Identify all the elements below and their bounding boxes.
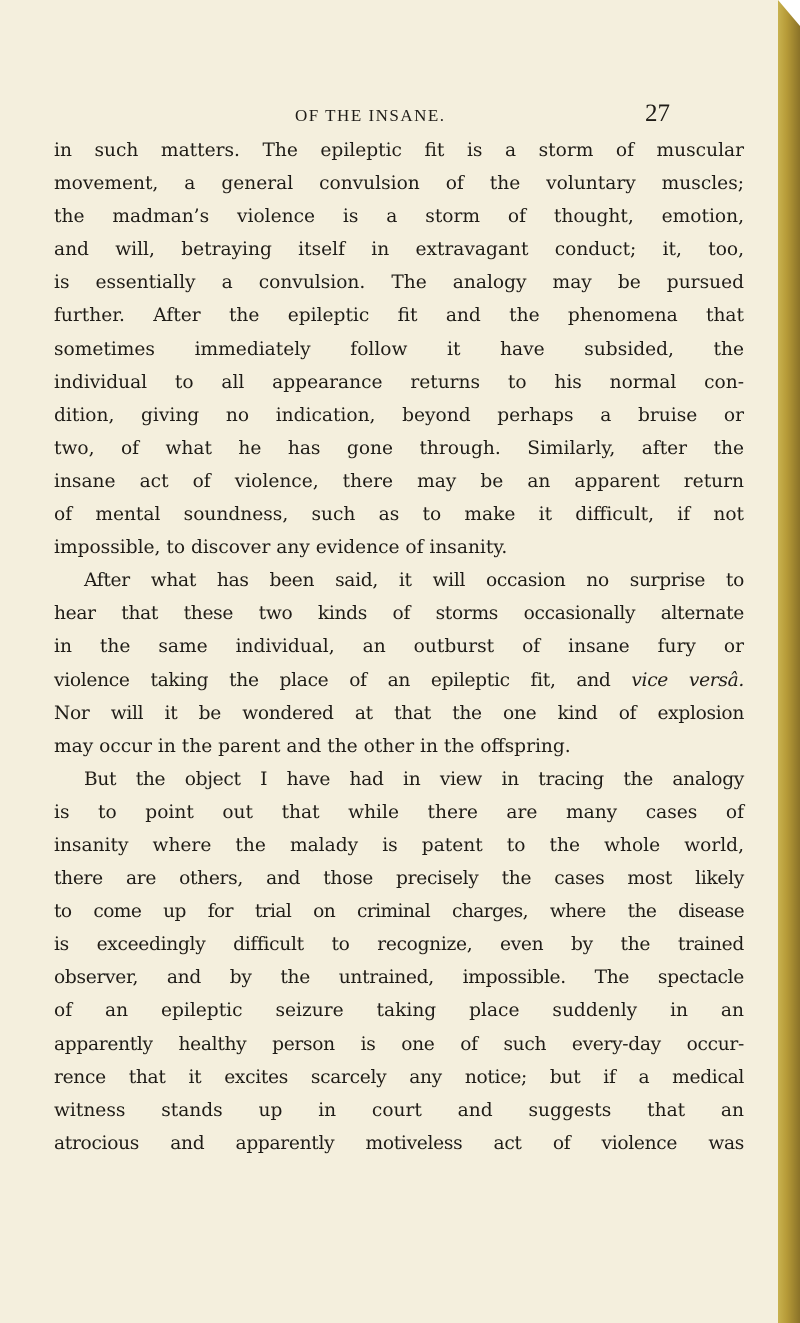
text-line: But the object I have had in view in tracing the analogy xyxy=(84,768,744,790)
text-line: observer, and by the untrained, impossible. The spectacle xyxy=(54,967,744,989)
text-line: individual to all appearance returns to his normal con- xyxy=(54,371,744,393)
text-line: Nor will it be wondered at that the one kind of explosion xyxy=(54,702,744,724)
paragraph xyxy=(54,564,744,763)
text-segment: violence taking the place of an epileptic fit, and xyxy=(54,669,632,691)
text-line: After what has been said, it will occasion no surprise to xyxy=(84,570,744,592)
running-head-title: OF THE INSANE. xyxy=(295,106,446,125)
text-line: hear that these two kinds of storms occasionally alternate xyxy=(54,603,744,625)
text-line: apparently healthy person is one of such every-day occur- xyxy=(54,1033,744,1055)
page-number: 27 xyxy=(645,100,670,127)
text-line: movement, a general convulsion of the voluntary muscles; xyxy=(54,173,744,195)
text-line: to come up for trial on criminal charges, where the disease xyxy=(54,901,744,923)
text-line: insane act of violence, there may be an apparent return xyxy=(54,470,744,492)
text-line: impossible, to discover any evidence of insanity. xyxy=(54,537,508,559)
text-line: sometimes immediately follow it have subsided, the xyxy=(54,338,744,360)
text-line: may occur in the parent and the other in the offspring. xyxy=(54,735,571,757)
running-head xyxy=(0,100,780,136)
text-line: witness stands up in court and suggests that an xyxy=(54,1099,744,1121)
text-line: two, of what he has gone through. Similarly, after the xyxy=(54,437,744,459)
italic-phrase: vice versâ. xyxy=(631,669,744,691)
text-line: atrocious and apparently motiveless act of violence was xyxy=(54,1132,744,1154)
text-line: rence that it excites scarcely any notice; but if a medical xyxy=(54,1066,744,1088)
text-line: is essentially a convulsion. The analogy may be pursued xyxy=(54,272,744,294)
text-line: insanity where the malady is patent to the whole world, xyxy=(54,834,744,856)
text-line: and will, betraying itself in extravagant conduct; it, too, xyxy=(54,239,744,261)
text-line: of mental soundness, such as to make it difficult, if not xyxy=(54,504,744,526)
body-text xyxy=(54,134,744,1160)
paragraph xyxy=(54,763,744,1160)
text-line: dition, giving no indication, beyond perhaps a bruise or xyxy=(54,404,744,426)
text-line: is to point out that while there are many cases of xyxy=(54,801,744,823)
text-line xyxy=(54,664,744,697)
text-line: there are others, and those precisely the cases most likely xyxy=(54,868,744,890)
text-line: of an epileptic seizure taking place suddenly in an xyxy=(54,1000,744,1022)
text-line: the madman’s violence is a storm of thought, emotion, xyxy=(54,206,744,228)
text-line: is exceedingly difficult to recognize, even by the trained xyxy=(54,934,744,956)
text-line: further. After the epileptic fit and the phenomena that xyxy=(54,305,744,327)
text-line: in such matters. The epileptic fit is a storm of muscular xyxy=(54,140,744,161)
paragraph xyxy=(54,134,744,564)
book-spine-edge xyxy=(778,0,800,1323)
text-line: in the same individual, an outburst of insane fury or xyxy=(54,636,744,658)
spine-corner xyxy=(778,0,800,26)
